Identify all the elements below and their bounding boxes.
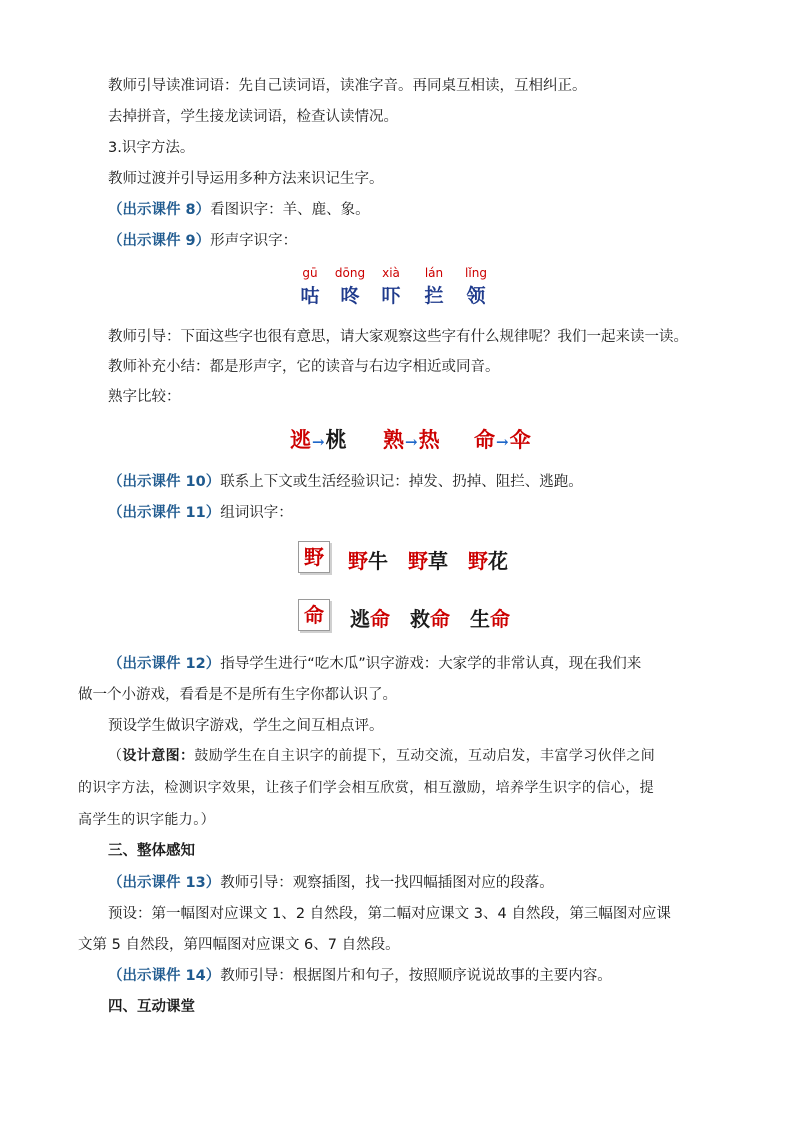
courseware-cue: （出示课件 13） xyxy=(108,875,221,891)
paragraph-courseware-14 xyxy=(108,966,612,986)
paragraph-courseware-11 xyxy=(108,503,293,523)
word-item xyxy=(470,607,510,631)
compare-from-char: 逃 xyxy=(290,427,311,452)
compare-from-char: 命 xyxy=(474,427,495,452)
pinyin-label: xià xyxy=(382,266,400,280)
paragraph-text: 教师引导：观察插图，找一找四幅插图对应的段落。 xyxy=(220,875,554,891)
word-other-char: 花 xyxy=(487,549,508,573)
pinyin-label: lán xyxy=(424,266,444,280)
key-char-box: 命 xyxy=(298,599,330,631)
word-other-char: 生 xyxy=(469,607,490,631)
paragraph-text: 组词识字： xyxy=(220,505,293,521)
word-item xyxy=(350,607,390,631)
design-intent-line: 高学生的识字能力。） xyxy=(78,812,215,828)
courseware-cue: （出示课件 8） xyxy=(108,202,211,218)
courseware-cue: （出示课件 10） xyxy=(108,474,221,490)
word-item xyxy=(468,549,508,573)
word-key-char: 命 xyxy=(489,607,510,631)
design-intent-line xyxy=(108,746,655,766)
paragraph-game-cont: 做一个小游戏，看看是不是所有生字你都认识了。 xyxy=(78,687,397,703)
word-other-char: 逃 xyxy=(350,607,370,631)
pinyin-char-item xyxy=(371,266,411,308)
section-heading-method: 3.识字方法。 xyxy=(108,140,195,156)
paragraph-compare-label: 熟字比较： xyxy=(108,389,181,405)
pinyin-char-item xyxy=(414,266,454,308)
pinyin-char-item xyxy=(330,266,370,308)
paragraph-teacher-guide: 教师引导：下面这些字也很有意思，请大家观察这些字有什么规律呢？我们一起来读一读。 xyxy=(108,329,688,345)
paragraph-preset-cont: 文第 5 自然段，第四幅图对应课文 6、7 自然段。 xyxy=(78,937,400,953)
courseware-cue: （出示课件 14） xyxy=(108,968,221,984)
paragraph-courseware-10 xyxy=(108,472,583,492)
pinyin-label: lǐng xyxy=(465,266,487,280)
word-group-row xyxy=(350,603,523,632)
design-intent-text: 鼓励学生在自主识字的前提下，互动交流，互动启发，丰富学习伙伴之间 xyxy=(194,748,656,764)
word-key-char: 命 xyxy=(370,607,390,631)
word-other-char: 救 xyxy=(409,607,430,631)
paragraph-text: 看图识字：羊、鹿、象。 xyxy=(210,202,370,218)
word-key-char: 命 xyxy=(429,607,450,631)
paren-open: （ xyxy=(108,748,123,764)
courseware-cue: （出示课件 12） xyxy=(108,656,221,672)
hanzi-char: 咚 xyxy=(340,285,360,307)
compare-to-char: 热 xyxy=(418,427,440,452)
paragraph-courseware-8 xyxy=(108,200,370,220)
compare-pair xyxy=(383,424,440,454)
word-item xyxy=(410,607,450,631)
pinyin-char-item xyxy=(290,266,330,308)
pinyin-char-item xyxy=(456,266,496,308)
key-char-box: 野 xyxy=(298,541,330,573)
word-item xyxy=(348,549,388,573)
section-heading-overview: 三、整体感知 xyxy=(108,843,195,859)
arrow-right-icon: → xyxy=(496,433,509,451)
compare-from-char: 熟 xyxy=(383,427,404,452)
paragraph-courseware-12 xyxy=(108,654,641,674)
hanzi-char: 拦 xyxy=(424,285,444,307)
paragraph-read-words: 教师引导读准词语：先自己读词语，读准字音。再同桌互相读，互相纠正。 xyxy=(108,78,587,94)
word-key-char: 野 xyxy=(348,549,368,573)
paragraph-summary: 教师补充小结：都是形声字，它的读音与右边字相近或同音。 xyxy=(108,359,500,375)
word-key-char: 野 xyxy=(407,549,428,573)
paragraph-preset: 预设：第一幅图对应课文 1、2 自然段，第二幅对应课文 3、4 自然段，第三幅图对应课 xyxy=(108,906,671,922)
pinyin-character-row xyxy=(290,266,500,316)
paragraph-peer-review: 预设学生做识字游戏，学生之间互相点评。 xyxy=(108,718,384,734)
paragraph-text: 教师引导：根据图片和句子，按照顺序说说故事的主要内容。 xyxy=(220,968,612,984)
word-key-char: 野 xyxy=(467,549,488,573)
hanzi-char: 咕 xyxy=(300,285,320,307)
compare-to-char: 桃 xyxy=(325,427,347,452)
word-other-char: 牛 xyxy=(368,549,388,573)
paragraph-courseware-9 xyxy=(108,231,297,251)
arrow-right-icon: → xyxy=(405,433,418,451)
hanzi-char: 领 xyxy=(466,285,486,307)
courseware-cue: （出示课件 11） xyxy=(108,505,221,521)
section-heading-interactive: 四、互动课堂 xyxy=(108,999,195,1015)
hanzi-char: 吓 xyxy=(381,285,401,307)
word-other-char: 草 xyxy=(427,549,448,573)
compare-pair xyxy=(474,424,531,454)
paragraph-text: 联系上下文或生活经验识记：掉发、扔掉、阻拦、逃跑。 xyxy=(220,474,583,490)
compare-pair xyxy=(290,424,347,454)
pinyin-label: gū xyxy=(302,266,318,280)
word-item xyxy=(408,549,448,573)
paragraph-text: 指导学生进行“吃木瓜”识字游戏：大家学的非常认真，现在我们来 xyxy=(220,656,642,672)
pinyin-label: dōng xyxy=(334,266,366,280)
paragraph-text: 形声字识字： xyxy=(210,233,298,249)
paragraph-remove-pinyin: 去掉拼音，学生接龙读词语，检查认读情况。 xyxy=(108,109,398,125)
word-group-row xyxy=(348,545,521,574)
paragraph-transition: 教师过渡并引导运用多种方法来识记生字。 xyxy=(108,171,384,187)
design-intent-line: 的识字方法，检测识字效果，让孩子们学会相互欣赏，相互激励，培养学生识字的信心，提 xyxy=(78,780,654,796)
paragraph-courseware-13 xyxy=(108,873,554,893)
compare-to-char: 伞 xyxy=(509,427,531,452)
arrow-right-icon: → xyxy=(312,433,325,451)
design-intent-label: 设计意图： xyxy=(122,748,195,764)
courseware-cue: （出示课件 9） xyxy=(108,233,211,249)
